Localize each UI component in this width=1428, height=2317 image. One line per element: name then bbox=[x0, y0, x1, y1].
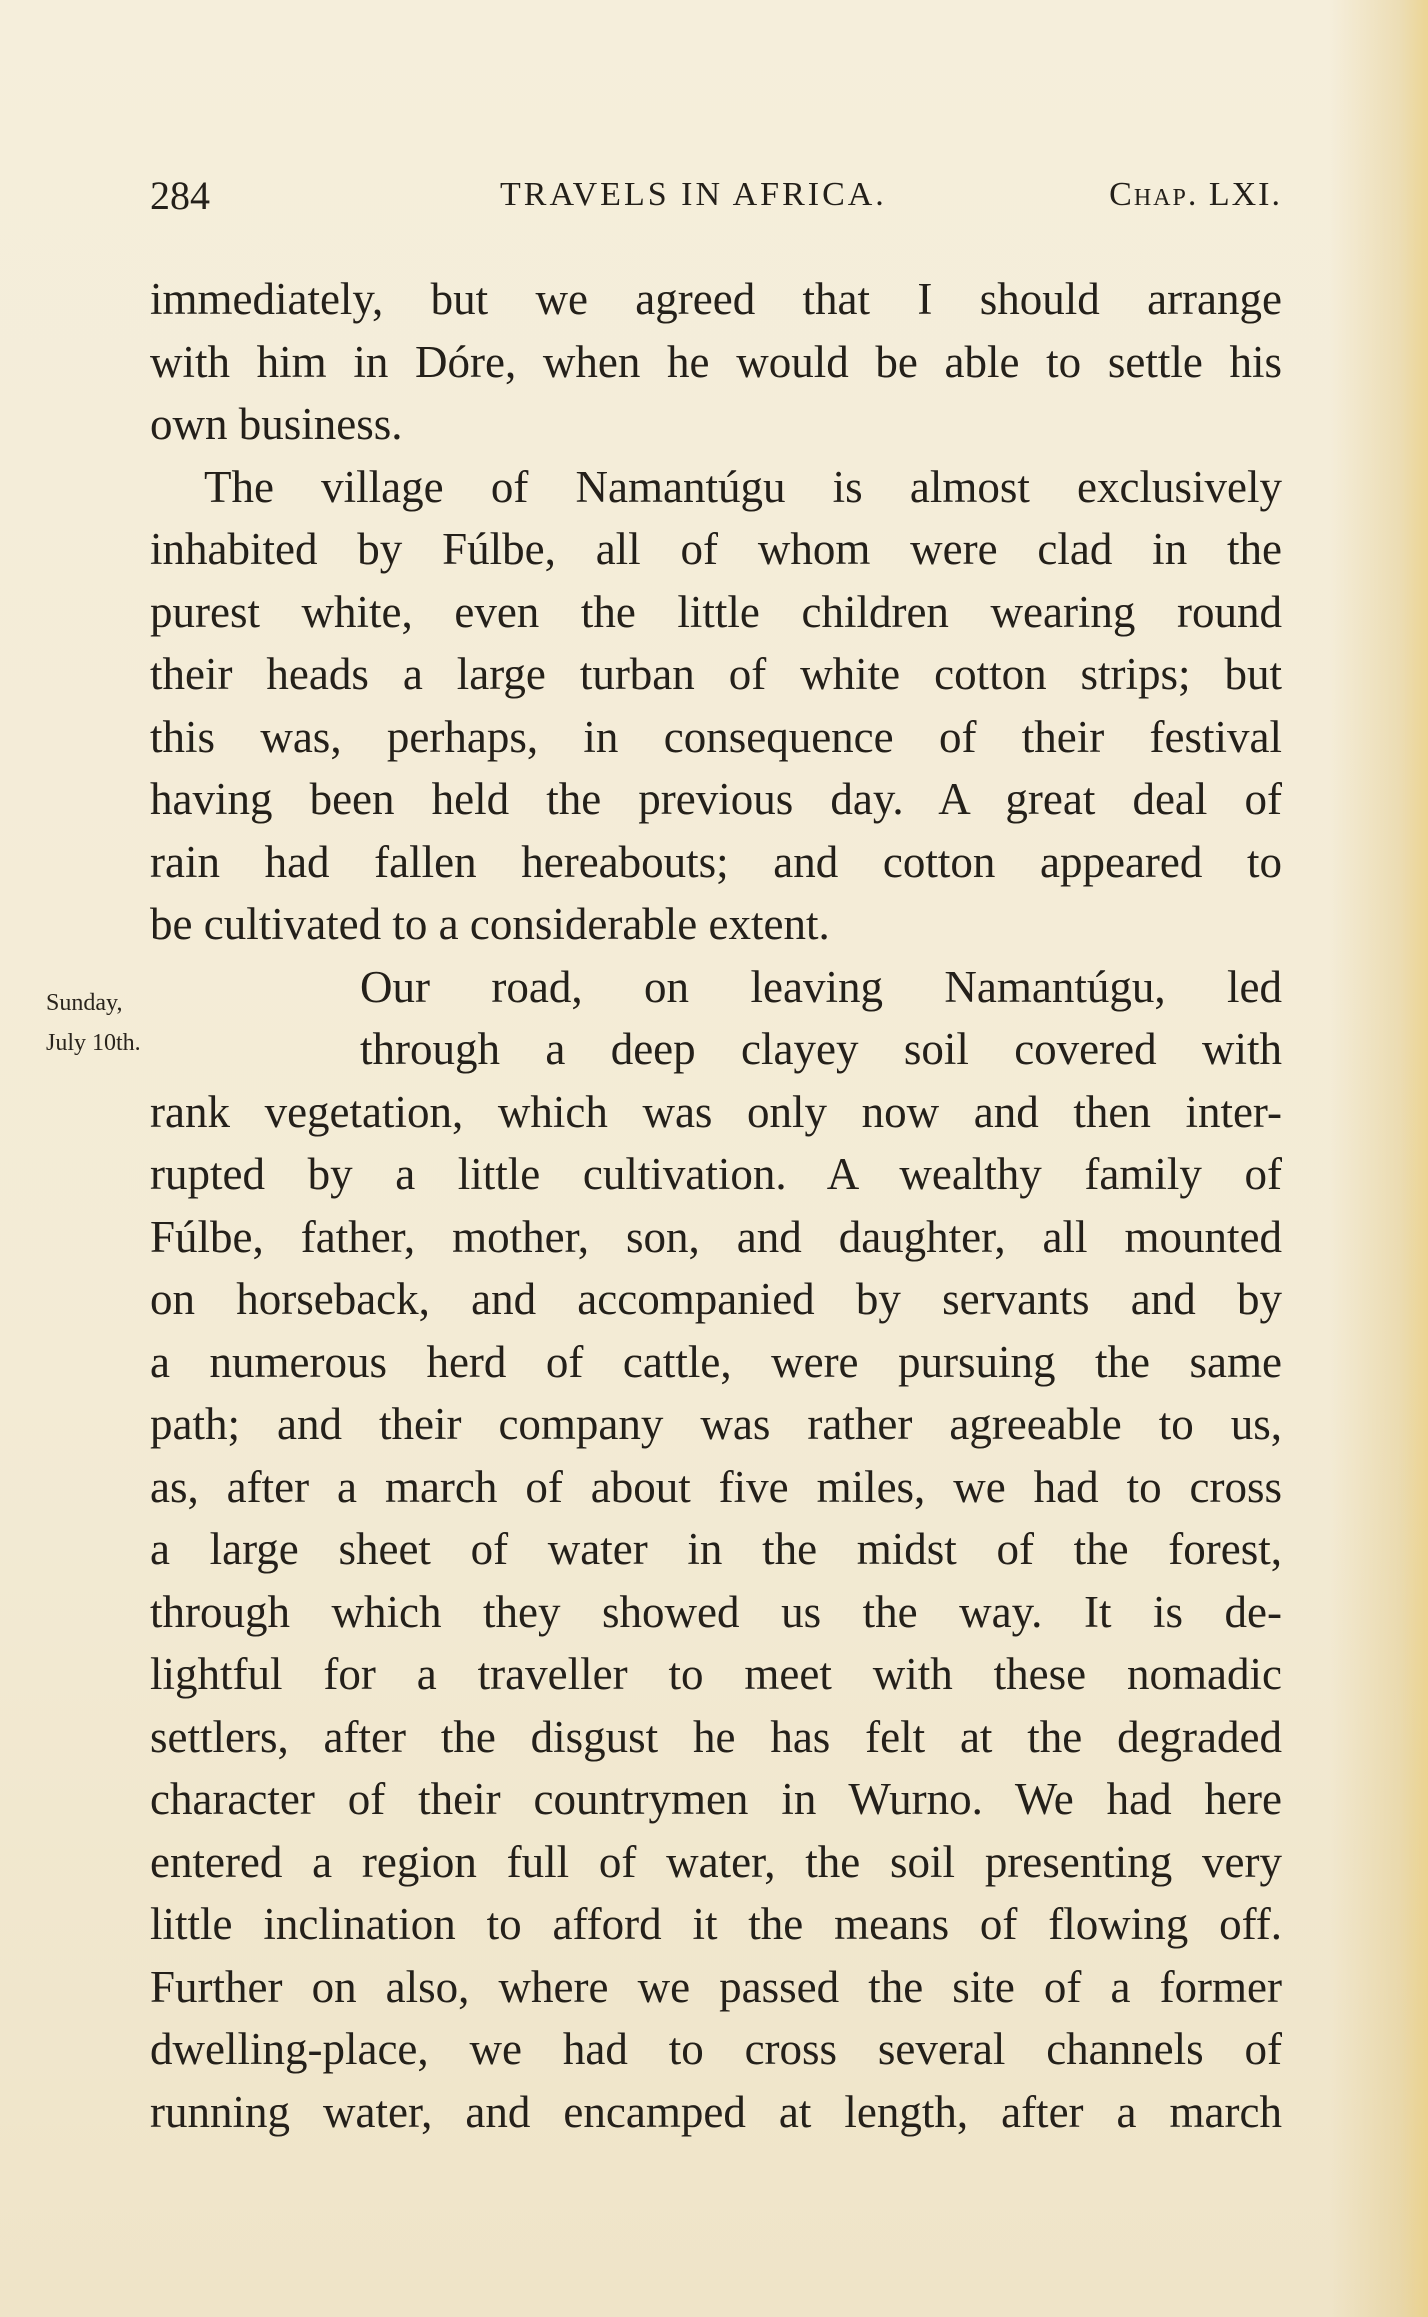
page-number: 284 bbox=[150, 173, 210, 218]
text-line: through a deep clayey soil covered with bbox=[360, 1024, 1282, 1074]
text-line: settlers, after the disgust he has felt at the degraded bbox=[150, 1711, 1282, 1762]
text-line: dwelling-place, we had to cross several channels of bbox=[150, 2024, 1282, 2074]
margin-note-day: Sunday, bbox=[46, 990, 123, 1016]
margin-note-date: July 10th. bbox=[46, 1030, 141, 1056]
text-line: rank vegetation, which was only now and then inter- bbox=[150, 1086, 1282, 1137]
text-line: entered a region full of water, the soil presenting very bbox=[150, 1836, 1282, 1887]
text-line: inhabited by Fúlbe, all of whom were clad in the bbox=[150, 524, 1282, 574]
text-line: Further on also, where we passed the site of a former bbox=[150, 1961, 1282, 2012]
text-line: this was, perhaps, in consequence of their festival bbox=[150, 711, 1282, 762]
text-line: lightful for a traveller to meet with these nomadic bbox=[150, 1649, 1282, 1699]
body-text bbox=[150, 268, 1282, 2143]
text-line: own business. bbox=[150, 399, 403, 449]
text-line: a numerous herd of cattle, were pursuing the same bbox=[150, 1336, 1282, 1387]
text-line: running water, and encamped at length, after a march bbox=[150, 2086, 1282, 2137]
text-line: as, after a march of about five miles, we had to cross bbox=[150, 1461, 1282, 1512]
page-header bbox=[150, 172, 1282, 224]
text-line: rupted by a little cultivation. A wealthy family of bbox=[150, 1149, 1282, 1199]
running-title: TRAVELS IN AFRICA. bbox=[500, 176, 887, 213]
text-line: on horseback, and accompanied by servants and by bbox=[150, 1274, 1282, 1324]
text-line: Fúlbe, father, mother, son, and daughter, all mounted bbox=[150, 1211, 1282, 1262]
text-line: purest white, even the little children wearing round bbox=[150, 586, 1282, 637]
text-line: rain had fallen hereabouts; and cotton appeared to bbox=[150, 836, 1282, 887]
text-line: path; and their company was rather agreeable to us, bbox=[150, 1399, 1282, 1449]
text-line: be cultivated to a considerable extent. bbox=[150, 899, 830, 949]
text-line: with him in Dóre, when he would be able to settle his bbox=[150, 336, 1282, 387]
text-line: a large sheet of water in the midst of the forest, bbox=[150, 1524, 1282, 1574]
text-line: through which they showed us the way. It is de- bbox=[150, 1586, 1282, 1637]
text-line: The village of Namantúgu is almost exclusively bbox=[204, 461, 1282, 512]
text-line: immediately, but we agreed that I should arrange bbox=[150, 274, 1282, 324]
text-line: little inclination to afford it the means of flowing off. bbox=[150, 1899, 1282, 1949]
text-line: their heads a large turban of white cotton strips; but bbox=[150, 649, 1282, 699]
text-line: Our road, on leaving Namantúgu, led bbox=[360, 961, 1282, 1012]
chapter-label: Chap. LXI. bbox=[1109, 176, 1282, 213]
text-line: having been held the previous day. A great deal of bbox=[150, 774, 1282, 824]
text-line: character of their countrymen in Wurno. We had here bbox=[150, 1774, 1282, 1824]
